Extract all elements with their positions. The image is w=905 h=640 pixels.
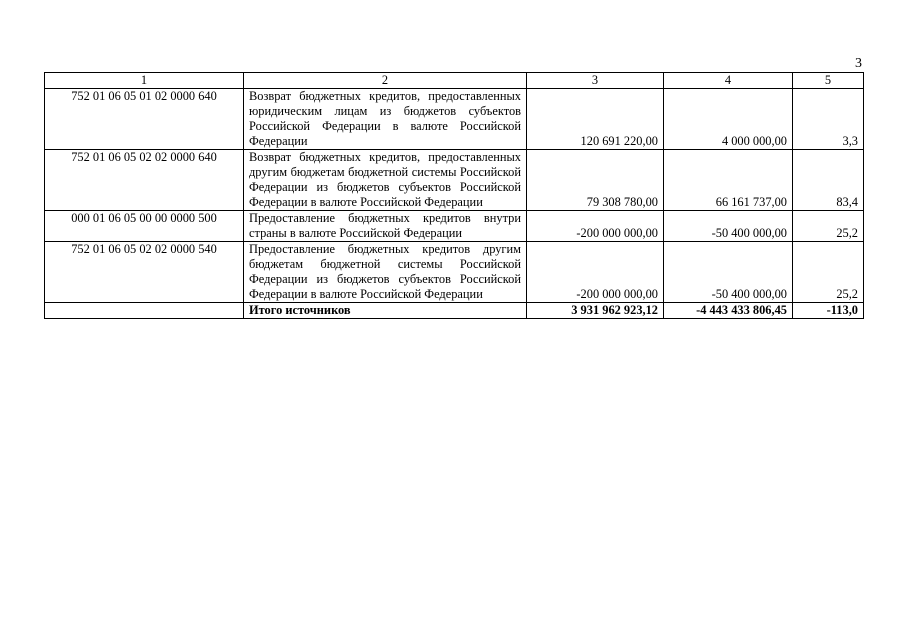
description-cell: Возврат бюджетных кредитов, предоставленных другим бюджетам бюджетной системы Российской Федерации из бюджетов субъектов Российской Федерации в валюте Российской Федерации — [244, 150, 527, 211]
total-percent-cell: -113,0 — [793, 303, 864, 319]
total-col3-cell: 3 931 962 923,12 — [527, 303, 664, 319]
header-cell-4: 4 — [664, 73, 793, 89]
amount-col4-cell: -50 400 000,00 — [664, 242, 793, 303]
amount-col4-cell: 66 161 737,00 — [664, 150, 793, 211]
budget-code-cell: 000 01 06 05 00 00 0000 500 — [45, 211, 244, 242]
table-row — [45, 211, 864, 242]
header-cell-1: 1 — [45, 73, 244, 89]
table-row — [45, 89, 864, 150]
budget-code-cell: 752 01 06 05 02 02 0000 640 — [45, 150, 244, 211]
percent-cell: 25,2 — [793, 242, 864, 303]
budget-code-cell: 752 01 06 05 02 02 0000 540 — [45, 242, 244, 303]
amount-col3-cell: 79 308 780,00 — [527, 150, 664, 211]
page-number: 3 — [855, 56, 862, 71]
total-col4-cell: -4 443 433 806,45 — [664, 303, 793, 319]
budget-sources-table — [44, 72, 864, 319]
description-cell: Предоставление бюджетных кредитов другим бюджетам бюджетной системы Российской Федерации из бюджетов субъектов Российской Федерации в валюте Российской Федерации — [244, 242, 527, 303]
table-row — [45, 150, 864, 211]
description-cell: Предоставление бюджетных кредитов внутри страны в валюте Российской Федерации — [244, 211, 527, 242]
percent-cell: 3,3 — [793, 89, 864, 150]
header-cell-2: 2 — [244, 73, 527, 89]
total-code-cell — [45, 303, 244, 319]
header-cell-5: 5 — [793, 73, 864, 89]
total-label: Итого источников — [244, 303, 527, 319]
amount-col3-cell: -200 000 000,00 — [527, 211, 664, 242]
header-cell-3: 3 — [527, 73, 664, 89]
amount-col4-cell: -50 400 000,00 — [664, 211, 793, 242]
amount-col3-cell: -200 000 000,00 — [527, 242, 664, 303]
total-row — [45, 303, 864, 319]
description-cell: Возврат бюджетных кредитов, предоставленных юридическим лицам из бюджетов субъектов Российской Федерации в валюте Российской Федерации — [244, 89, 527, 150]
budget-code-cell: 752 01 06 05 01 02 0000 640 — [45, 89, 244, 150]
percent-cell: 83,4 — [793, 150, 864, 211]
amount-col3-cell: 120 691 220,00 — [527, 89, 664, 150]
percent-cell: 25,2 — [793, 211, 864, 242]
amount-col4-cell: 4 000 000,00 — [664, 89, 793, 150]
table-header-row — [45, 73, 864, 89]
table-row — [45, 242, 864, 303]
